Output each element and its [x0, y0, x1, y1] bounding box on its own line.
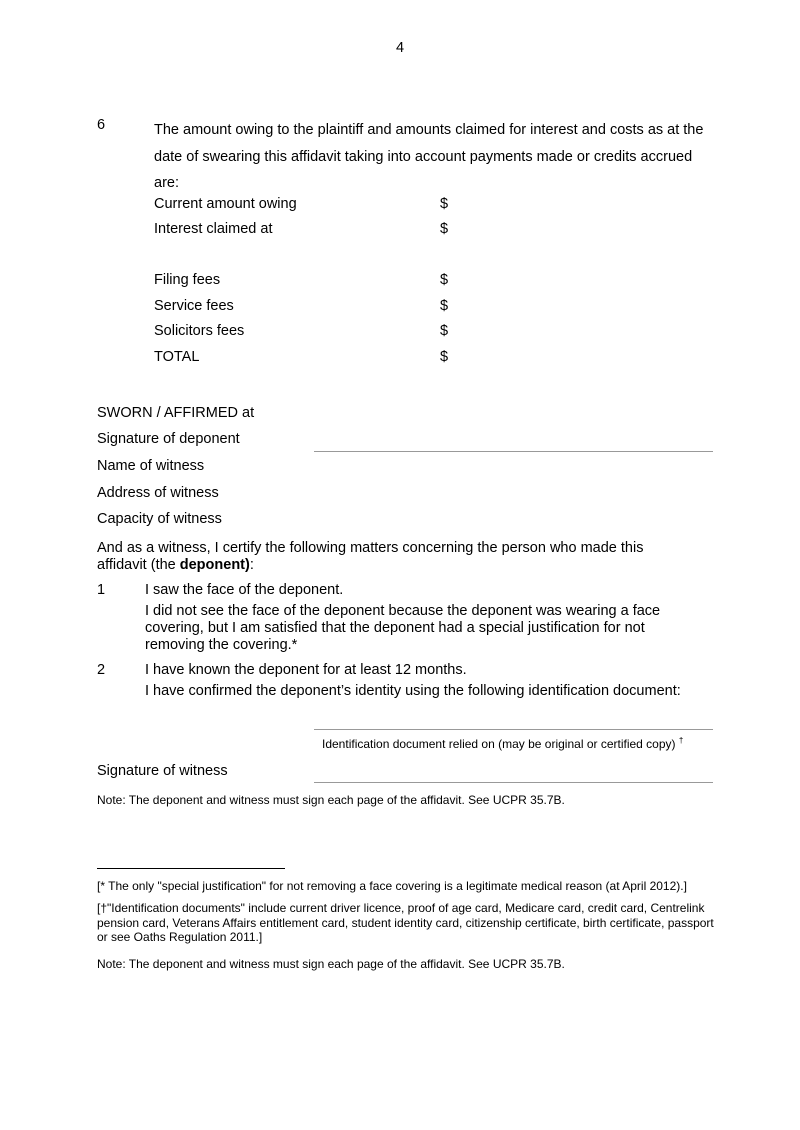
amount-currency-interest: $: [440, 221, 449, 237]
amount-label-solicitors: Solicitors fees: [154, 323, 245, 339]
footnote-identification-documents: [†"Identification documents" include current driver licence, proof of age card, Medicare card, credit card, Centrelink pension card, Veterans Affairs entitlement card, student identity card, citizenship certificate, birth certificate, passport or see Oaths Regulation 2011.]: [97, 901, 714, 944]
note-sign-each-page: Note: The deponent and witness must sign each page of the affidavit. See UCPR 35.7B.: [97, 793, 565, 807]
signature-of-witness-label: Signature of witness: [97, 763, 228, 779]
footnote-note-sign-each-page: Note: The deponent and witness must sign each page of the affidavit. See UCPR 35.7B.: [97, 957, 565, 971]
amount-currency-solicitors: $: [440, 323, 449, 339]
amount-currency-service: $: [440, 298, 449, 314]
amount-label-filing: Filing fees: [154, 272, 221, 288]
sworn-affirmed-label: SWORN / AFFIRMED at: [97, 405, 255, 421]
certification-item-1b: I did not see the face of the deponent because the deponent was wearing a face covering, but I am satisfied that the deponent had a special justification for not removing the covering.*: [145, 603, 661, 653]
capacity-of-witness-label: Capacity of witness: [97, 511, 222, 527]
paragraph-number: 6: [97, 117, 106, 133]
page-number: 4: [395, 40, 405, 56]
certification-item-1-number: 1: [97, 582, 106, 598]
certification-item-2b: I have confirmed the deponent’s identity using the following identification document:: [145, 683, 681, 699]
name-of-witness-label: Name of witness: [97, 458, 205, 474]
certification-item-2a: I have known the deponent for at least 12 months.: [145, 662, 467, 678]
certification-intro: And as a witness, I certify the following matters concerning the person who made this affidavit (the deponent):: [97, 540, 644, 573]
amount-currency-total: $: [440, 349, 449, 365]
footnote-separator: [97, 868, 285, 869]
signature-of-deponent-label: Signature of deponent: [97, 431, 240, 447]
amount-label-current: Current amount owing: [154, 196, 297, 212]
amount-label-total: TOTAL: [154, 349, 200, 365]
identification-document-caption: Identification document relied on (may be original or certified copy) †: [322, 736, 684, 751]
witness-signature-line: [314, 782, 713, 783]
paragraph-text: The amount owing to the plaintiff and amounts claimed for interest and costs as at the date of swearing this affidavit taking into account payments made or credits accrued are:: [154, 122, 704, 191]
deponent-signature-line: [314, 451, 713, 452]
amount-currency-filing: $: [440, 272, 449, 288]
amount-label-service: Service fees: [154, 298, 234, 314]
amount-label-interest: Interest claimed at: [154, 221, 273, 237]
identification-document-line: [314, 729, 713, 730]
certification-item-2-number: 2: [97, 662, 106, 678]
amount-currency-current: $: [440, 196, 449, 212]
footnote-special-justification: [* The only "special justification" for not removing a face covering is a legitimate medical reason (at April 2012).]: [97, 879, 687, 893]
certification-item-1a: I saw the face of the deponent.: [145, 582, 344, 598]
address-of-witness-label: Address of witness: [97, 485, 219, 501]
